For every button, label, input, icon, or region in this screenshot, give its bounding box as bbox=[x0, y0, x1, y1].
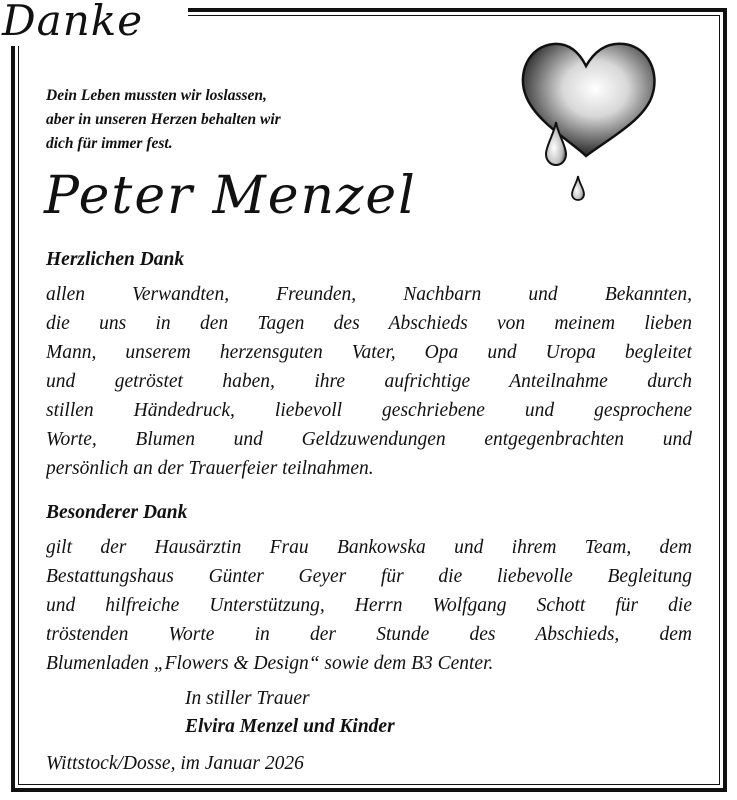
intro-line: aber in unseren Herzen behalten wir bbox=[46, 111, 281, 128]
text-line: Mann, unserem herzensguten Vater, Opa und Uropa begleitet bbox=[46, 342, 692, 363]
text-line: Blumenladen „Flowers & Design“ sowie dem B3 Center. bbox=[46, 653, 494, 674]
heart-with-drops-icon bbox=[514, 38, 664, 208]
place-date: Wittstock/Dosse, im Januar 2026 bbox=[46, 753, 304, 774]
text-line: Bestattungshaus Günter Geyer für die liebevolle Begleitung bbox=[46, 566, 692, 587]
text-line: die uns in den Tagen des Abschieds von meinem lieben bbox=[46, 313, 692, 334]
signature-intro: In stiller Trauer bbox=[185, 688, 310, 709]
text-line: gilt der Hausärztin Frau Bankowska und ihrem Team, dem bbox=[46, 537, 692, 558]
signature-names: Elvira Menzel und Kinder bbox=[185, 716, 395, 737]
section-text bbox=[46, 533, 692, 678]
intro-line: dich für immer fest. bbox=[46, 135, 173, 152]
page-title: Danke bbox=[2, 0, 144, 45]
text-line: allen Verwandten, Freunden, Nachbarn und Bekannten, bbox=[46, 284, 692, 305]
section-heading: Herzlichen Dank bbox=[46, 249, 185, 270]
intro-verse bbox=[46, 84, 426, 156]
section-text bbox=[46, 280, 692, 483]
text-line: und getröstet haben, ihre aufrichtige Anteilnahme durch bbox=[46, 371, 692, 392]
intro-line: Dein Leben mussten wir loslassen, bbox=[46, 87, 267, 104]
text-line: persönlich an der Trauerfeier teilnahmen. bbox=[46, 458, 374, 479]
section-heading: Besonderer Dank bbox=[46, 502, 188, 523]
text-line: stillen Händedruck, liebevoll geschriebene und gesprochene bbox=[46, 400, 692, 421]
text-line: und hilfreiche Unterstützung, Herrn Wolfgang Schott für die bbox=[46, 595, 692, 616]
text-line: Worte, Blumen und Geldzuwendungen entgegenbrachten und bbox=[46, 429, 692, 450]
deceased-name: Peter Menzel bbox=[44, 166, 417, 226]
text-line: tröstenden Worte in der Stunde des Abschieds, dem bbox=[46, 624, 692, 645]
